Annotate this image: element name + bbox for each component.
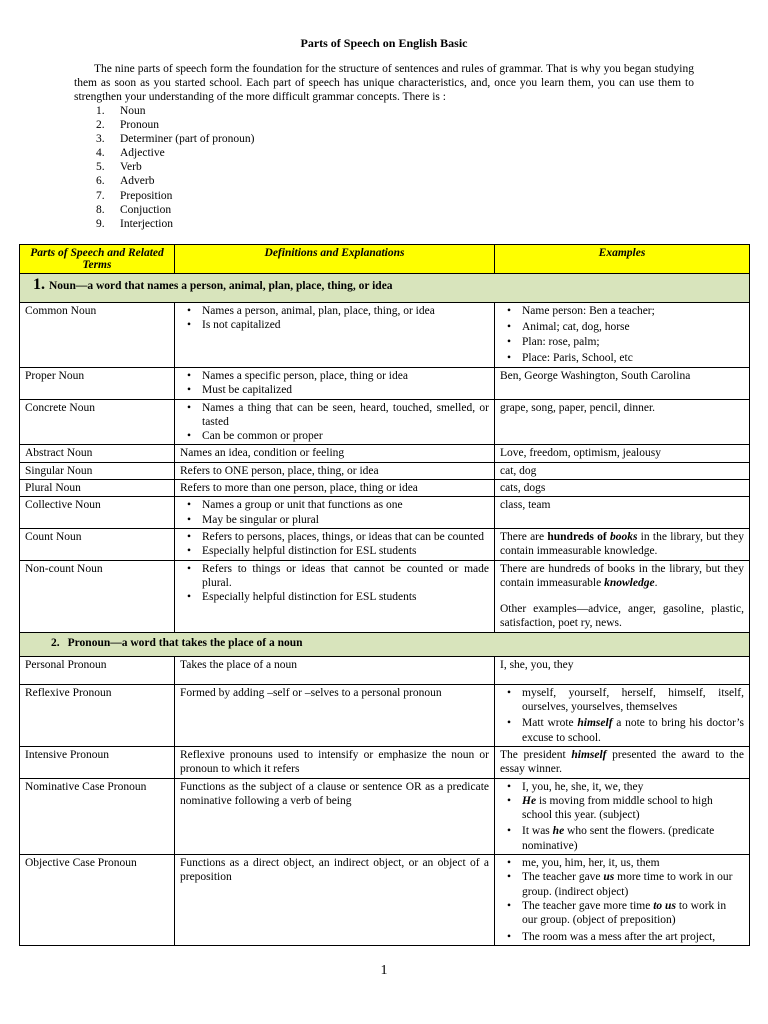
definition-cell: Refers to more than one person, place, thing or idea [175, 480, 495, 497]
table-header-row [20, 245, 750, 274]
list-item: 2. Pronoun [96, 119, 159, 132]
header-definitions: Definitions and Explanations [175, 245, 495, 274]
list-item: 5. Verb [96, 161, 142, 174]
page-number: 1 [380, 963, 388, 978]
list-item: 7. Preposition [96, 189, 173, 202]
parts-of-speech-list [96, 104, 254, 231]
section-row-noun: 1. Noun—a word that names a person, animal, plan, place, thing, or idea [20, 274, 750, 303]
table-row [20, 497, 750, 529]
list-item: 3. Determiner (part of pronoun) [96, 133, 255, 146]
term-cell: Abstract Noun [20, 445, 175, 462]
definition-cell: Names an idea, condition or feeling [175, 445, 495, 462]
term-cell: Intensive Pronoun [20, 746, 175, 778]
table-row [20, 303, 750, 368]
definition-cell: • Names a specific person, place, thing or idea • Must be capitalized [175, 368, 495, 400]
section-title-pronoun: Pronoun—a word that takes the place of a noun [67, 636, 303, 649]
table-row [20, 746, 750, 778]
term-cell: Singular Noun [20, 462, 175, 479]
example-cell: • me, you, him, her, it, us, them • The teacher gave us more time to work in our group. (indirect object) • The teacher gave more time to us to work in our group. (object of preposition) • The room was a mess after the art project, [495, 855, 750, 946]
definition-cell: • Names a person, animal, plan, place, thing, or idea • Is not capitalized [175, 303, 495, 368]
table-row [20, 778, 750, 854]
term-cell: Common Noun [20, 303, 175, 368]
table-row [20, 399, 750, 445]
table-row [20, 462, 750, 479]
example-cell: • Name person: Ben a teacher; • Animal; cat, dog, horse • Plan: rose, palm; • Place: Paris, School, etc [495, 303, 750, 368]
term-cell: Proper Noun [20, 368, 175, 400]
list-item: 1. Noun [96, 105, 146, 117]
intro-paragraph: The nine parts of speech form the foundation for the structure of sentences and rules of grammar. That is why you began studying them as soon as you started school. Each part of speech has unique characteristics, and, once you learn them, you can use them to strengthen your understanding of the more difficult grammar concepts. There is : [74, 63, 694, 103]
example-cell: The president himself presented the award to the essay winner. [495, 746, 750, 778]
table-row [20, 445, 750, 462]
example-cell: cat, dog [495, 462, 750, 479]
definition-cell: Takes the place of a noun [175, 656, 495, 684]
term-cell: Reflexive Pronoun [20, 684, 175, 746]
list-item: 4. Adjective [96, 147, 165, 160]
example-cell: • myself, yourself, herself, himself, itself, ourselves, yourselves, themselves • Matt wrote himself a note to bring his doctor’s excuse to school. [495, 684, 750, 746]
term-cell: Nominative Case Pronoun [20, 778, 175, 854]
term-cell: Objective Case Pronoun [20, 855, 175, 946]
table-row [20, 684, 750, 746]
definition-cell: • Refers to persons, places, things, or ideas that can be counted • Especially helpful distinction for ESL students [175, 528, 495, 560]
term-cell: Concrete Noun [20, 399, 175, 445]
example-cell: I, she, you, they [495, 656, 750, 684]
definition-cell: • Names a thing that can be seen, heard, touched, smelled, or tasted • Can be common or proper [175, 399, 495, 445]
example-cell: Love, freedom, optimism, jealousy [495, 445, 750, 462]
example-cell: class, team [495, 497, 750, 529]
example-cell: • I, you, he, she, it, we, they • He is moving from middle school to high school this year. (subject) • It was he who sent the flowers. (predicate nominative) [495, 778, 750, 854]
term-cell: Collective Noun [20, 497, 175, 529]
definition-cell: Reflexive pronouns used to intensify or emphasize the noun or pronoun to which it refers [175, 746, 495, 778]
list-item: 8. Conjuction [96, 203, 172, 216]
term-cell: Personal Pronoun [20, 656, 175, 684]
definition-cell: Functions as the subject of a clause or sentence OR as a predicate nominative following a verb of being [175, 778, 495, 854]
example-cell: Ben, George Washington, South Carolina [495, 368, 750, 400]
term-cell: Count Noun [20, 528, 175, 560]
example-cell: There are hundreds of books in the library, but they contain immeasurable knowledge. Other examples—advice, anger, gasoline, plastic, satisfaction, poet ry, news. [495, 560, 750, 632]
example-cell: cats, dogs [495, 480, 750, 497]
example-cell: There are hundreds of books in the library, but they contain immeasurable knowledge. [495, 528, 750, 560]
section-row-pronoun: 2. Pronoun—a word that takes the place of a noun [20, 632, 750, 656]
section-title-noun: Noun—a word that names a person, animal, plan, place, thing, or idea [49, 280, 393, 292]
example-cell: grape, song, paper, pencil, dinner. [495, 399, 750, 445]
table-row [20, 368, 750, 400]
term-cell: Non-count Noun [20, 560, 175, 632]
definition-cell: • Refers to things or ideas that cannot be counted or made plural. • Especially helpful distinction for ESL students [175, 560, 495, 632]
table-row [20, 855, 750, 946]
term-cell: Plural Noun [20, 480, 175, 497]
table-row [20, 528, 750, 560]
table-row [20, 656, 750, 684]
parts-of-speech-table [19, 244, 750, 946]
header-terms: Parts of Speech and Related Terms [20, 245, 175, 274]
list-item: 9. Interjection [96, 217, 174, 230]
list-item: 6. Adverb [96, 175, 155, 188]
header-examples: Examples [495, 245, 750, 274]
page-title: Parts of Speech on English Basic [300, 36, 468, 50]
table-row [20, 480, 750, 497]
table-row [20, 560, 750, 632]
definition-cell: Refers to ONE person, place, thing, or idea [175, 462, 495, 479]
definition-cell: • Names a group or unit that functions as one • May be singular or plural [175, 497, 495, 529]
definition-cell: Formed by adding –self or –selves to a personal pronoun [175, 684, 495, 746]
definition-cell: Functions as a direct object, an indirect object, or an object of a preposition [175, 855, 495, 946]
